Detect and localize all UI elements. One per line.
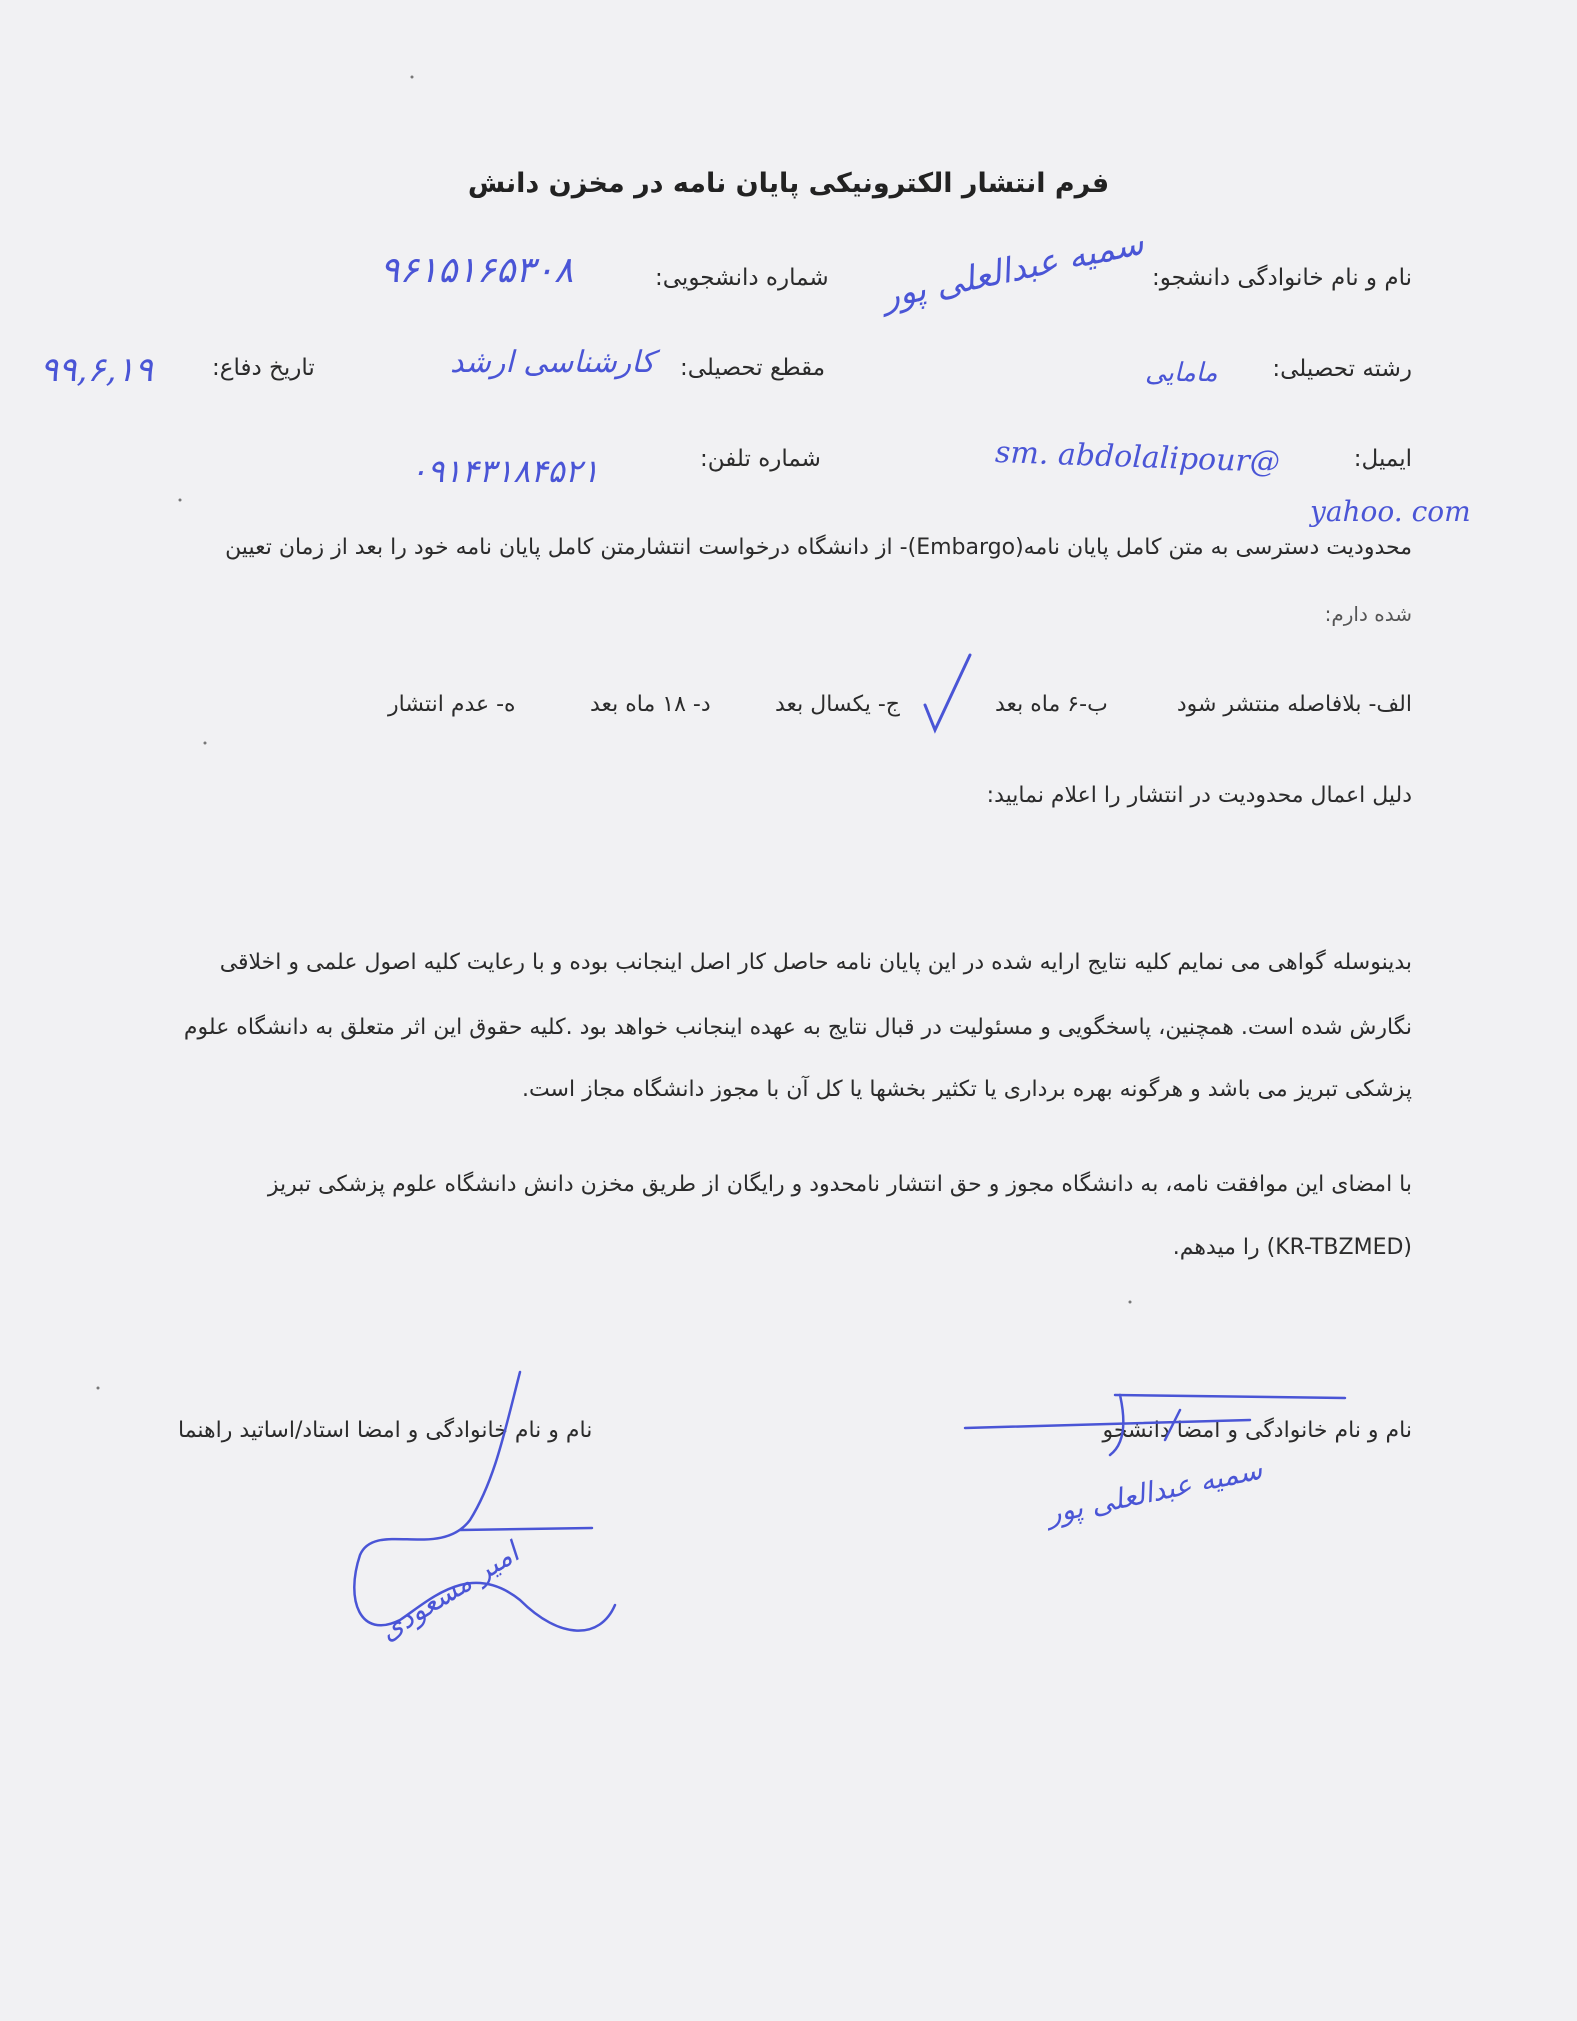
student-signature-label: نام و نام خانوادگی و امضا دانشجو <box>1102 1418 1412 1443</box>
certification-line3: پزشکی تبریز می باشد و هرگونه بهره برداری یا تکثیر بخشها یا کل آن با مجوز دانشگاه مجاز است. <box>521 1077 1412 1102</box>
certification-line1: بدینوسله گواهی می نمایم کلیه نتایج ارایه شده در این پایان نامه حاصل کار اصل اینجانب بوده و با رعایت کلیه اصول علمی و اخلاقی <box>219 950 1412 975</box>
advisor-signature-mark <box>354 1372 615 1631</box>
embargo-reason-label: دلیل اعمال محدودیت در انتشار را اعلام نمایید: <box>986 783 1412 808</box>
embargo-option-1-year: ج- یکسال بعد <box>775 692 900 717</box>
email-handwritten-line1: sm. abdolalipour@ <box>994 435 1281 480</box>
degree-handwritten: کارشناسی ارشد <box>450 345 655 380</box>
field-of-study-handwritten: مامایی <box>1145 358 1218 388</box>
embargo-text-a: محدودیت دسترسی به متن کامل پایان نامه( <box>1015 535 1412 560</box>
advisor-signature-label: نام و نام خانوادگی و امضا استاد/اساتید راهنما <box>178 1418 593 1443</box>
scan-speck <box>97 1387 100 1390</box>
checkmark-1-year <box>925 655 970 730</box>
embargo-option-6-months: ب-۶ ماه بعد <box>995 692 1108 717</box>
embargo-term: Embargo <box>916 535 1016 560</box>
email-handwritten-line2: yahoo. com <box>1310 495 1471 528</box>
scan-speck <box>179 499 182 502</box>
student-name-label: نام و نام خانوادگی دانشجو: <box>1152 265 1412 291</box>
defense-date-handwritten: ۹۹,۶,۱۹ <box>40 350 153 390</box>
defense-date-label: تاریخ دفاع: <box>212 355 315 381</box>
agreement-line1: با امضای این موافقت نامه، به دانشگاه مجوز و حق انتشار نامحدود و رایگان از طریق مخزن دانش دانشگاه علوم پزشکی تبریز <box>267 1172 1412 1197</box>
student-name-handwritten: سمیه عبدالعلی پور <box>878 222 1148 318</box>
embargo-option-18-months: د- ۱۸ ماه بعد <box>590 692 711 717</box>
email-label: ایمیل: <box>1353 446 1412 472</box>
form-title: فرم انتشار الکترونیکی پایان نامه در مخزن دانش <box>467 168 1110 199</box>
student-number-label: شماره دانشجویی: <box>655 265 829 291</box>
phone-label: شماره تلفن: <box>700 446 821 472</box>
student-signature-mark <box>965 1395 1345 1455</box>
field-of-study-label: رشته تحصیلی: <box>1272 356 1412 382</box>
degree-label: مقطع تحصیلی: <box>680 355 826 381</box>
phone-handwritten: ۰۹۱۴۳۱۸۴۵۲۱ <box>410 452 600 490</box>
agreement-line2-tail: را میدهم. <box>1172 1235 1267 1260</box>
scan-speck <box>411 76 414 79</box>
student-signature-name: سمیه عبدالعلی پور <box>1043 1452 1266 1531</box>
embargo-text-b: )- از دانشگاه درخواست انتشارمتن کامل پایان نامه خود را بعد از زمان تعیین <box>225 535 917 560</box>
scan-speck <box>204 742 207 745</box>
advisor-signature-name: امیر مسعودی <box>373 1535 525 1648</box>
certification-line2: نگارش شده است. همچنین، پاسخگویی و مسئولیت در قبال نتایج به عهده اینجانب خواهد بود .کلیه حقوق این اثر متعلق به دانشگاه علوم <box>183 1015 1412 1040</box>
embargo-text-line2: شده دارم: <box>1324 602 1412 626</box>
embargo-option-no-publish: ه- عدم انتشار <box>388 692 516 717</box>
repository-code: (KR-TBZMED) <box>1266 1235 1412 1260</box>
embargo-option-immediate: الف- بلافاصله منتشر شود <box>1176 692 1412 717</box>
student-number-handwritten: ۹۶۱۵۱۶۵۳۰۸ <box>380 250 574 291</box>
scan-speck <box>1129 1301 1132 1304</box>
